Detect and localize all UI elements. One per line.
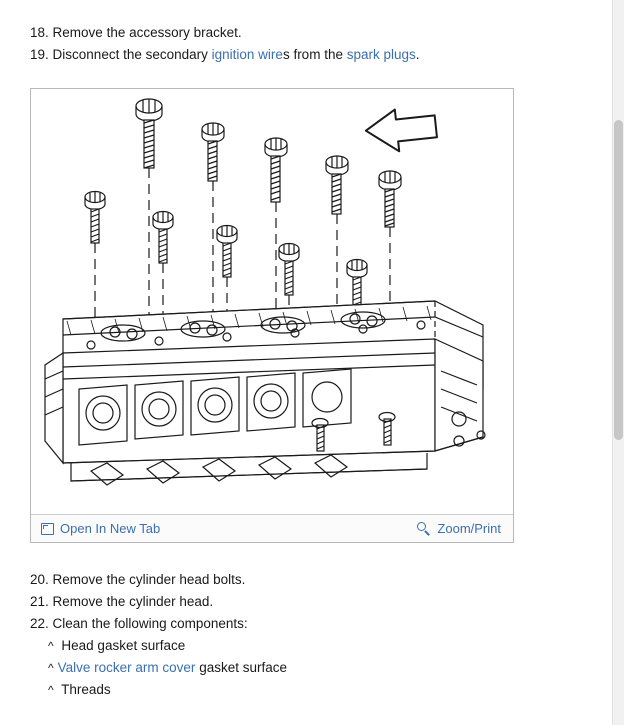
scrollbar-thumb[interactable] bbox=[614, 120, 623, 440]
step-19-number: 19. bbox=[30, 47, 49, 62]
sub-item-head-gasket-surface bbox=[30, 635, 604, 657]
sub-item-valve-rocker-arm-cover bbox=[30, 657, 604, 679]
step-18-text: Remove the accessory bracket. bbox=[52, 25, 242, 40]
step-18 bbox=[30, 22, 604, 44]
caret-icon: ^ bbox=[48, 683, 54, 697]
step-20 bbox=[30, 569, 604, 591]
step-22 bbox=[30, 613, 604, 635]
step-18-number: 18. bbox=[30, 25, 49, 40]
link-valve-rocker-arm-cover[interactable]: Valve rocker arm cover bbox=[57, 660, 196, 675]
steps-after-figure bbox=[30, 569, 604, 701]
link-spark-plugs[interactable]: spark plugs bbox=[346, 47, 416, 62]
page-scrollbar[interactable] bbox=[612, 0, 624, 725]
caret-icon: ^ bbox=[48, 639, 54, 653]
caret-icon: ^ bbox=[48, 661, 54, 675]
magnifier-icon bbox=[417, 522, 431, 536]
step-21-number: 21. bbox=[30, 594, 49, 609]
open-in-new-tab-label: Open In New Tab bbox=[60, 521, 161, 536]
zoom-print-label: Zoom/Print bbox=[437, 521, 501, 536]
step-19-text-pre: Disconnect the secondary bbox=[52, 47, 212, 62]
sub-item-1-text: gasket surface bbox=[195, 660, 287, 675]
link-ignition-wires[interactable]: ignition wire bbox=[211, 47, 283, 62]
step-20-number: 20. bbox=[30, 572, 49, 587]
sub-item-threads bbox=[30, 679, 604, 701]
figure-container bbox=[30, 88, 514, 543]
step-19 bbox=[30, 44, 604, 66]
figure-image[interactable] bbox=[31, 89, 513, 514]
step-21 bbox=[30, 591, 604, 613]
step-22-text: Clean the following components: bbox=[52, 616, 248, 631]
sub-item-0-text: Head gasket surface bbox=[61, 638, 186, 653]
step-20-text: Remove the cylinder head bolts. bbox=[52, 572, 246, 587]
sub-item-2-text: Threads bbox=[61, 682, 111, 697]
step-21-text: Remove the cylinder head. bbox=[52, 594, 214, 609]
new-tab-icon bbox=[41, 523, 54, 535]
step-19-text-post: . bbox=[415, 47, 420, 62]
open-in-new-tab-button[interactable] bbox=[41, 521, 160, 536]
step-22-number: 22. bbox=[30, 616, 49, 631]
figure-toolbar bbox=[31, 514, 513, 542]
step-19-text-mid: s from the bbox=[282, 47, 347, 62]
zoom-print-button[interactable] bbox=[417, 521, 501, 536]
